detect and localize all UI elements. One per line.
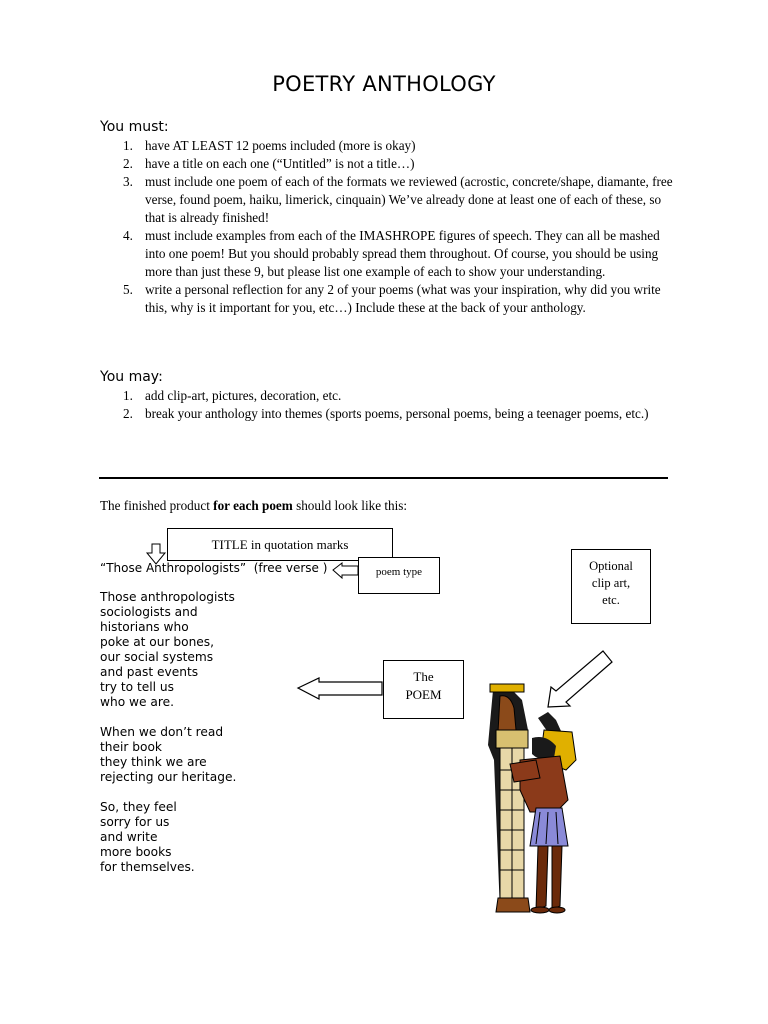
poem-line: and past events — [100, 665, 199, 679]
page-title: POETRY ANTHOLOGY — [272, 72, 496, 96]
poem-line: Those anthropologists — [100, 590, 235, 604]
intro-text-start: The finished product — [100, 498, 214, 513]
poem-line: historians who — [100, 620, 189, 634]
egyptian-clipart — [488, 684, 576, 913]
list-text: break your anthology into themes (sports poems, personal poems, being a teenager poems, etc.) — [145, 406, 649, 421]
must-heading: You must: — [100, 119, 169, 135]
clipart-callout-line: clip art, — [591, 576, 631, 590]
poem-callout-line: POEM — [405, 687, 442, 702]
poem-line: poke at our bones, — [100, 635, 215, 649]
poem-line: So, they feel — [100, 800, 177, 814]
list-number: 2. — [123, 156, 133, 171]
intro-text-bold: for each poem — [213, 498, 293, 513]
clipart-callout-line: etc. — [602, 593, 620, 607]
poem-callout-line: The — [413, 669, 434, 684]
list-text: write a personal reflection for any 2 of your poems (what was your inspiration, why did you write this, why is it important for you, etc…) Include these at the back of your anthology. — [145, 282, 661, 315]
poem-line: sociologists and — [100, 605, 198, 619]
poem-callout-box — [383, 660, 464, 719]
poem-line: sorry for us — [100, 815, 170, 829]
clipart-callout-box — [571, 549, 651, 624]
poem-line: they think we are — [100, 755, 207, 769]
large-left-arrow-icon — [298, 678, 382, 699]
poem-line: When we don’t read — [100, 725, 224, 739]
list-text: must include one poem of each of the formats we reviewed (acrostic, concrete/shape, diamante, free verse, found poem, haiku, limerick, cinquain) We’ve already done at least one of each of these, so that is already finished! — [145, 174, 673, 225]
intro-text-end: should look like this: — [292, 498, 408, 513]
title-callout-box: TITLE in quotation marks — [167, 528, 393, 561]
list-number: 2. — [123, 406, 133, 421]
list-number: 5. — [123, 282, 133, 297]
poem-stanza — [100, 590, 236, 710]
list-text: add clip-art, pictures, decoration, etc. — [145, 388, 342, 403]
poem-line: try to tell us — [100, 680, 174, 694]
poem-line: for themselves. — [100, 860, 195, 874]
list-text: must include examples from each of the IMASHROPE figures of speech. They can all be mashed into one poem! But you should probably spread them throughout. Of course, you should be using more than just these 9, but please list one example of each to show your understanding. — [145, 228, 660, 279]
may-heading: You may: — [100, 369, 163, 385]
example-poem — [100, 590, 236, 890]
poem-line: rejecting our heritage. — [100, 770, 237, 784]
diagonal-arrow-icon — [548, 651, 612, 707]
clipart-callout-line: Optional — [589, 559, 633, 573]
poem-stanza — [100, 725, 236, 785]
poem-heading: “Those Anthropologists” (free verse ) — [100, 561, 328, 575]
poem-line: more books — [100, 845, 172, 859]
list-number: 3. — [123, 174, 133, 189]
poem-line: who we are. — [100, 695, 174, 709]
poem-line: and write — [100, 830, 158, 844]
poem-line: our social systems — [100, 650, 214, 664]
list-number: 4. — [123, 228, 133, 243]
list-number: 1. — [123, 388, 133, 403]
poem-line: their book — [100, 740, 162, 754]
list-text: have a title on each one (“Untitled” is not a title…) — [145, 156, 415, 171]
poem-type-callout-box: poem type — [358, 557, 440, 594]
left-arrow-icon — [333, 563, 358, 578]
poem-stanza — [100, 800, 236, 875]
list-text: have AT LEAST 12 poems included (more is okay) — [145, 138, 416, 153]
list-number: 1. — [123, 138, 133, 153]
